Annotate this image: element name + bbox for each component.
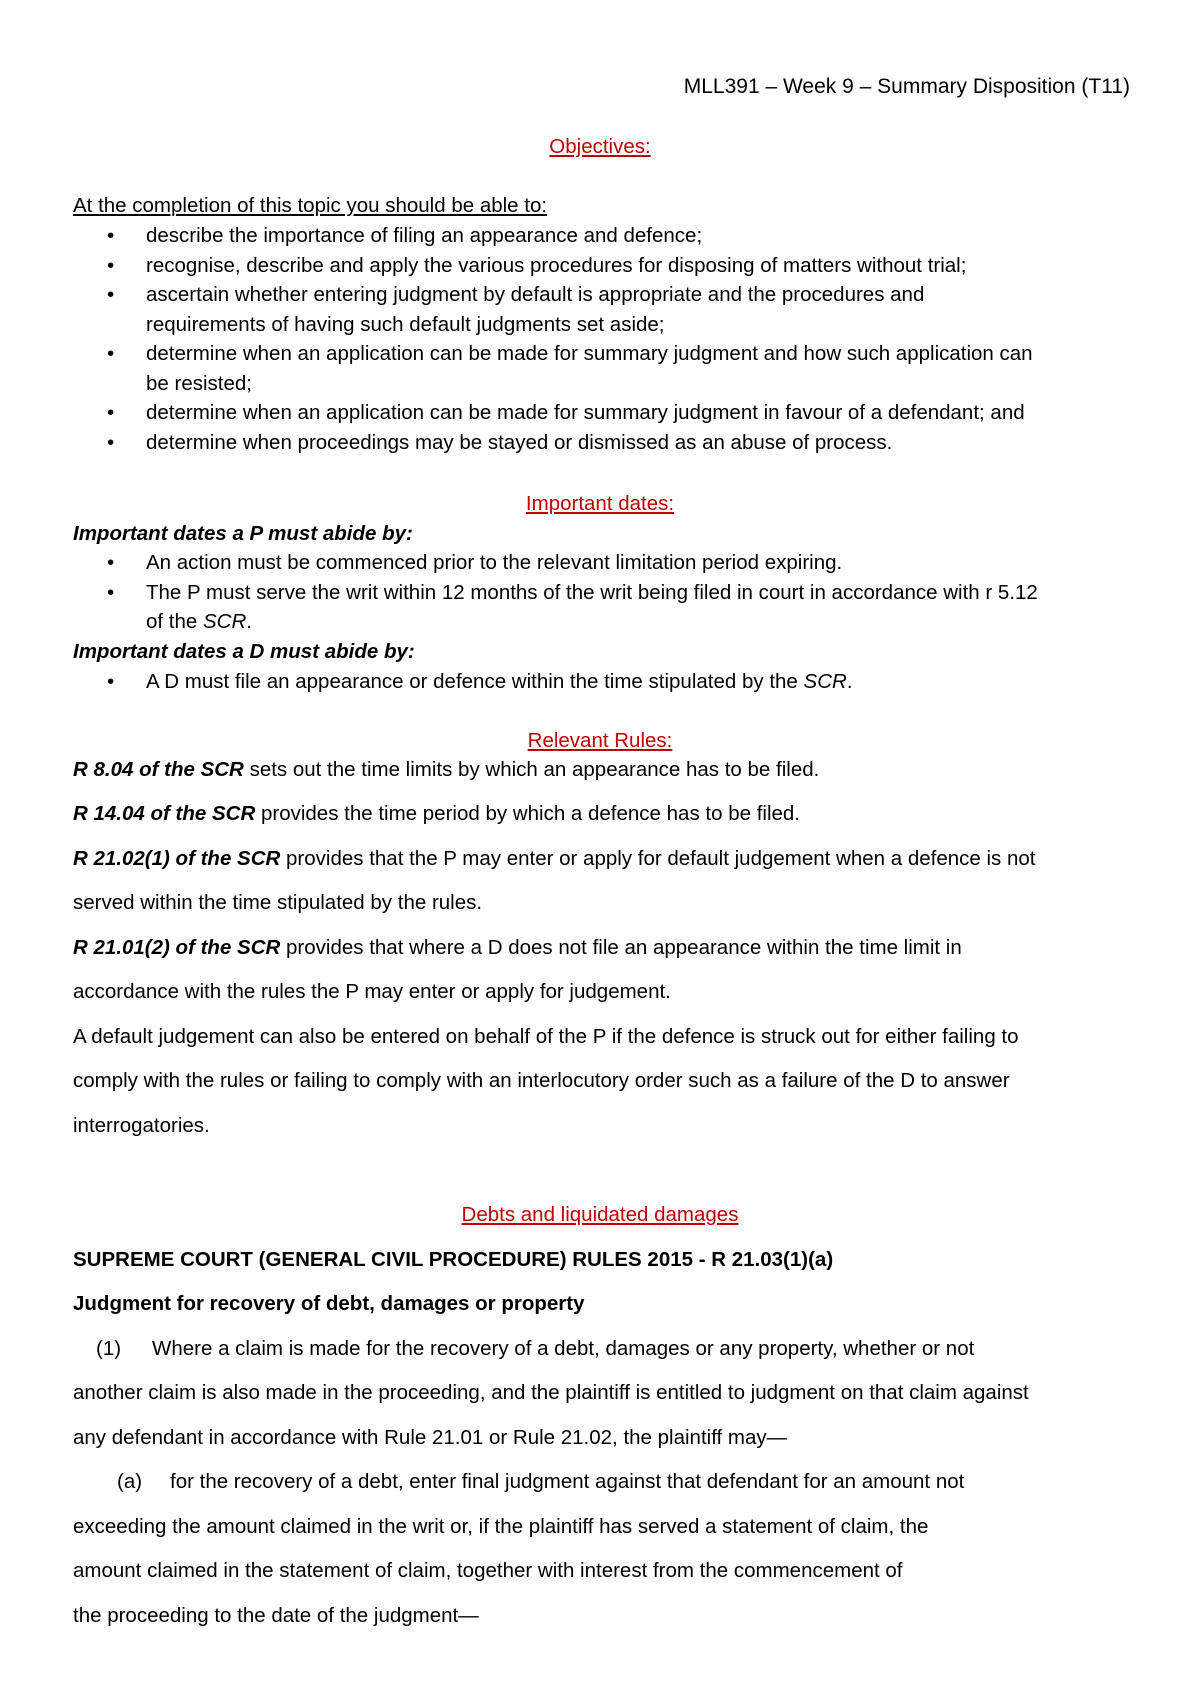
p-date-item: An action must be commenced prior to the relevant limitation period expiring. — [146, 551, 843, 574]
objective-item-continued: requirements of having such default judgments set aside; — [146, 312, 665, 336]
rule-paragraph-continued: accordance with the rules the P may enter or apply for judgement. — [73, 980, 671, 1003]
objective-item-continued: be resisted; — [146, 371, 252, 395]
rule-paragraph: R 8.04 of the SCR sets out the time limits by which an appearance has to be filed. — [73, 758, 820, 781]
paragraph-number: (a) — [117, 1470, 143, 1493]
paragraph-text: amount claimed in the statement of claim, together with interest from the commencement of — [73, 1559, 903, 1582]
default-judgement-paragraph: interrogatories. — [73, 1114, 210, 1137]
paragraph-text: exceeding the amount claimed in the writ or, if the plaintiff has served a statement of claim, the — [73, 1515, 929, 1538]
paragraph-text: for the recovery of a debt, enter final judgment against that defendant for an amount not — [170, 1470, 965, 1493]
bullet-marker: • — [107, 342, 115, 365]
rule-paragraph-continued: served within the time stipulated by the rules. — [73, 891, 483, 914]
objective-item: determine when an application can be made for summary judgment and how such application can — [146, 342, 1033, 365]
objective-item: ascertain whether entering judgment by default is appropriate and the procedures and — [146, 283, 925, 306]
p-date-item: The P must serve the writ within 12 months of the writ being filed in court in accordance with r 5.12 — [146, 581, 1038, 604]
rule-paragraph: R 21.01(2) of the SCR provides that where a D does not file an appearance within the time limit in — [73, 936, 962, 959]
rule-subtitle: Judgment for recovery of debt, damages or property — [73, 1292, 585, 1315]
subrule-text: another claim is also made in the proceeding, and the plaintiff is entitled to judgment on that claim against — [73, 1381, 1029, 1404]
objective-item: recognise, describe and apply the various procedures for disposing of matters without trial; — [146, 253, 967, 277]
bullet-marker: • — [107, 670, 115, 693]
objectives-heading: Objectives: — [549, 135, 651, 158]
rule-title: SUPREME COURT (GENERAL CIVIL PROCEDURE) RULES 2015 - R 21.03(1)(a) — [73, 1248, 834, 1271]
d-dates-label: Important dates a D must abide by: — [73, 640, 415, 663]
p-dates-label: Important dates a P must abide by: — [73, 522, 413, 545]
subrule-text: Where a claim is made for the recovery of a debt, damages or any property, whether or not — [152, 1337, 975, 1360]
d-date-item: A D must file an appearance or defence within the time stipulated by the SCR. — [146, 670, 853, 693]
bullet-marker: • — [107, 430, 115, 454]
bullet-marker: • — [107, 551, 115, 574]
objectives-intro: At the completion of this topic you should be able to: — [73, 194, 548, 217]
debts-heading: Debts and liquidated damages — [461, 1203, 739, 1226]
objective-item: determine when proceedings may be stayed or dismissed as an abuse of process. — [146, 430, 893, 454]
bullet-marker: • — [107, 253, 115, 277]
p-date-item-continued: of the SCR. — [146, 610, 252, 633]
default-judgement-paragraph: A default judgement can also be entered on behalf of the P if the defence is struck out for either failing to — [73, 1025, 1019, 1048]
dates-heading: Important dates: — [525, 492, 675, 515]
bullet-marker: • — [107, 581, 115, 604]
bullet-marker: • — [107, 224, 115, 247]
subrule-text: any defendant in accordance with Rule 21.01 or Rule 21.02, the plaintiff may— — [73, 1426, 788, 1449]
objective-item: describe the importance of filing an appearance and defence; — [146, 224, 703, 247]
default-judgement-paragraph: comply with the rules or failing to comply with an interlocutory order such as a failure of the D to answer — [73, 1069, 1010, 1092]
page-header: MLL391 – Week 9 – Summary Disposition (T11) — [683, 75, 1130, 98]
bullet-marker: • — [107, 283, 115, 306]
rules-heading: Relevant Rules: — [527, 729, 673, 752]
rule-paragraph: R 21.02(1) of the SCR provides that the P may enter or apply for default judgement when a defence is not — [73, 847, 1036, 870]
objective-item: determine when an application can be made for summary judgment in favour of a defendant; and — [146, 401, 1025, 424]
bullet-marker: • — [107, 401, 115, 424]
rule-paragraph: R 14.04 of the SCR provides the time period by which a defence has to be filed. — [73, 802, 800, 825]
subrule-number: (1) — [96, 1337, 122, 1360]
paragraph-text: the proceeding to the date of the judgment— — [73, 1604, 479, 1627]
